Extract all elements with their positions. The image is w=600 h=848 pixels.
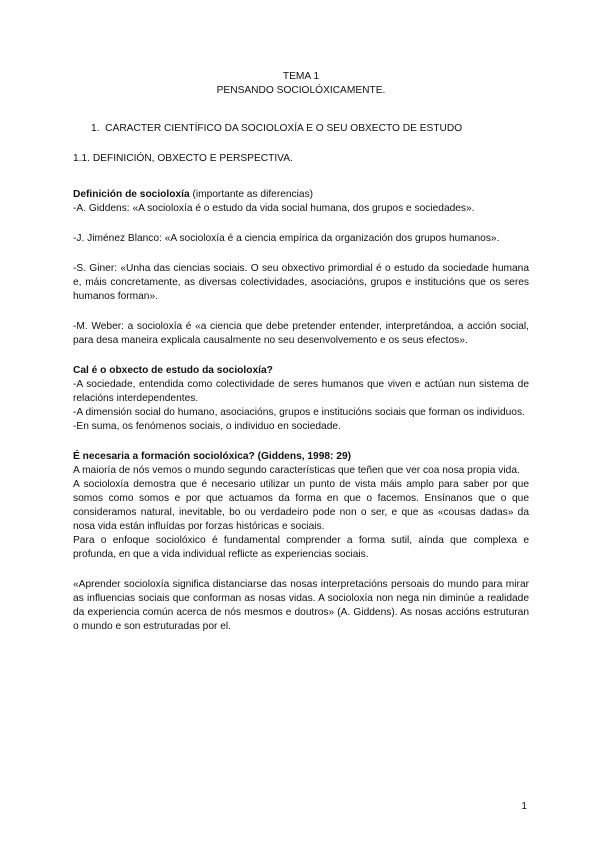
definitions-label bbox=[73, 188, 529, 202]
formation-block bbox=[73, 450, 529, 634]
tema-label: TEMA 1 bbox=[282, 71, 320, 82]
section-1-number: 1. bbox=[91, 123, 100, 134]
definitions-label-note: (importante as diferencias) bbox=[189, 189, 314, 200]
title-block bbox=[73, 70, 529, 98]
object-question: Cal é o obxecto de estudo da socioloxía? bbox=[73, 365, 273, 376]
section-1-1-heading: 1.1. DEFINICIÓN, OBXECTO E PERSPECTIVA. bbox=[73, 153, 293, 164]
section-1-title: CARACTER CIENTÍFICO DA SOCIOLOXÍA E O SEU OBXECTO DE ESTUDO bbox=[105, 123, 463, 134]
page-number: 1 bbox=[521, 801, 527, 812]
definition-weber: -M. Weber: a socioloxía é «a ciencia que debe pretender entender, interpretándoa, a acción social, para desa maneira explicala causalmente no seu desenvolvemento e os seus efectos». bbox=[73, 321, 529, 346]
document-title: PENSANDO SOCIOLÓXICAMENTE. bbox=[216, 85, 386, 96]
object-block bbox=[73, 364, 529, 434]
definition-giner: -S. Giner: «Unha das ciencias sociais. O seu obxectivo primordial é o estudo da sociedade humana e, máis concretamente, as diversas colectividades, asociacións, grupos e institucións que os seres humanos forman». bbox=[73, 263, 529, 302]
object-item-summary: -En suma, os fenómenos sociais, o individuo en sociedade. bbox=[73, 421, 341, 432]
definition-jimenez-blanco: -J. Jiménez Blanco: «A socioloxía é a ciencia empírica da organización dos grupos humanos». bbox=[73, 233, 500, 244]
document-page bbox=[73, 70, 529, 634]
formation-question: É necesaria a formación sociolóxica? (Giddens, 1998: 29) bbox=[73, 451, 352, 462]
definitions-label-bold: Definición de socioloxía bbox=[73, 189, 190, 200]
section-1-heading bbox=[91, 122, 529, 136]
formation-paragraph: A socioloxía demostra que é necesario utilizar un punto de vista máis amplo para saber por que somos como somos e por que actuamos da forma en que o facemos. Ensínanos que o que consideramos natural, inevitable, bo ou verdadeiro pode non o ser, e que as «cousas dadas» da nosa vida están influídas por forzas históricas e sociais. bbox=[73, 479, 529, 532]
formation-paragraph: A maioría de nós vemos o mundo segundo características que teñen que ver coa nosa propia vida. bbox=[73, 465, 520, 476]
object-item-dimension: -A dimensión social do humano, asociacións, grupos e institucións sociais que forman os individuos. bbox=[73, 407, 525, 418]
definition-giddens: -A. Giddens: «A socioloxía é o estudo da vida social humana, dos grupos e sociedades». bbox=[73, 203, 475, 214]
giddens-quote: «Aprender socioloxía significa distanciarse das nosas interpretacións persoais do mundo para mirar as influencias sociais que conforman as nosas vidas. A socioloxía non nega nin diminúe a realidade da experiencia común acerca de nós mesmos e doutros» (A. Giddens). As nosas accións estruturan o mundo e son estruturadas por el. bbox=[73, 579, 529, 632]
object-item-society: -A sociedade, entendida como colectividade de seres humanos que viven e actúan nun sistema de relacións interdependentes. bbox=[73, 379, 529, 404]
definitions-block bbox=[73, 188, 529, 348]
formation-paragraph: Para o enfoque sociolóxico é fundamental comprender a forma sutil, aínda que complexa e profunda, en que a vida individual reflicte as experiencias sociais. bbox=[73, 535, 529, 560]
